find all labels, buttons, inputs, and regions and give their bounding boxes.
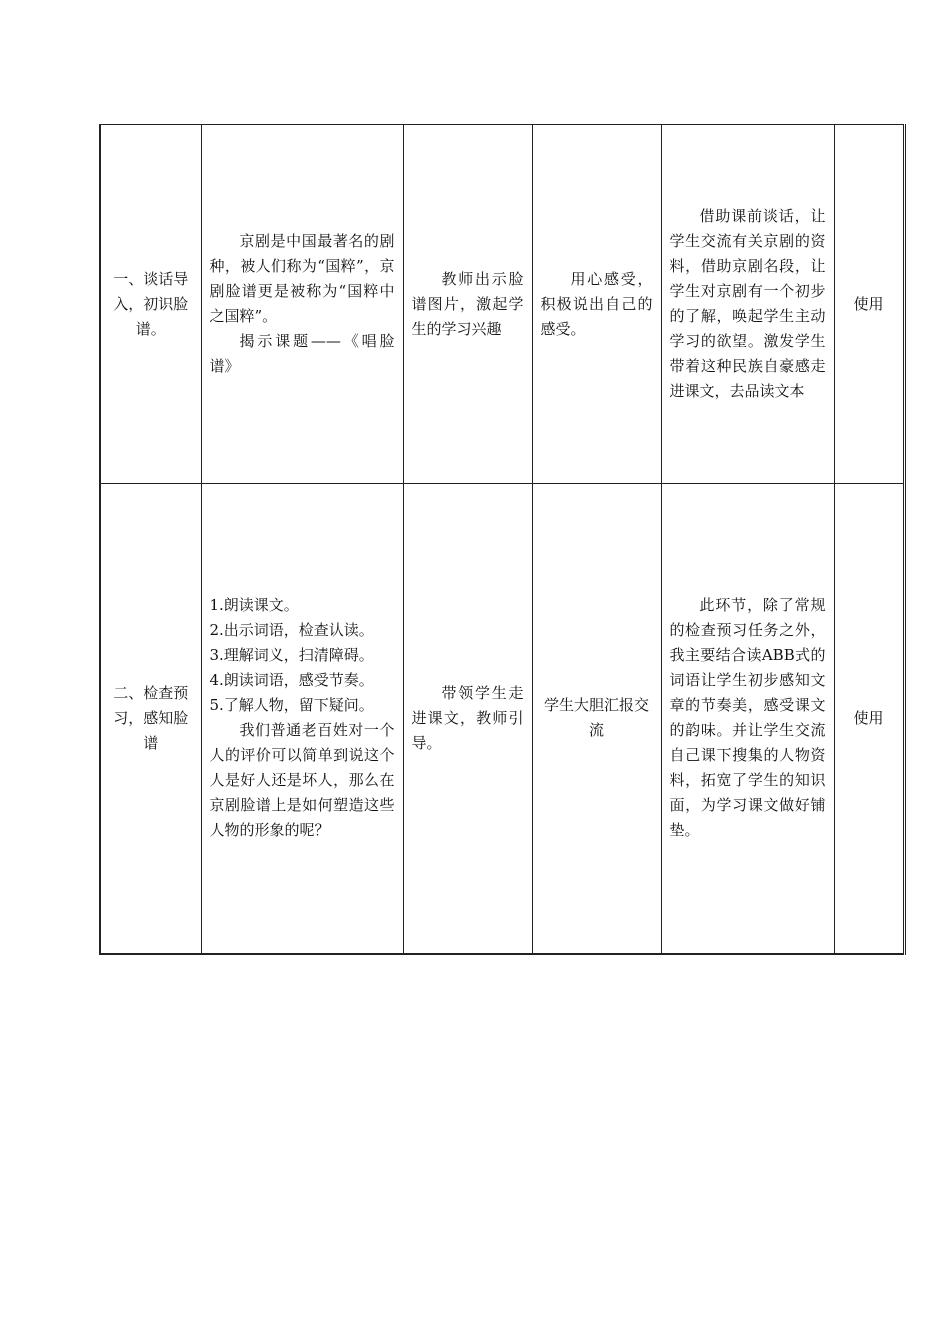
design-intent-text: 此环节，除了常规的检查预习任务之外，我主要结合读ABB式的词语让学生初步感知文章的节奏美，感受课文的韵味。并让学生交流自己课下搜集的人物资料，拓宽了学生的知识面，为学习课文做好铺垫。	[669, 596, 826, 840]
table-row	[100, 125, 904, 484]
content-cell	[201, 125, 403, 484]
usage-text: 使用	[853, 708, 884, 727]
stage-cell	[100, 125, 201, 484]
teacher-activity-text: 教师出示脸谱图片，激起学生的学习兴趣	[411, 269, 524, 338]
usage-text: 使用	[853, 294, 884, 313]
list-item: 1.朗读课文。	[209, 596, 299, 615]
lesson-plan-table	[99, 124, 906, 955]
design-intent-cell	[661, 484, 834, 954]
teacher-activity-cell	[403, 125, 532, 484]
student-activity-text: 学生大胆汇报交流	[543, 696, 649, 740]
content-paragraph: 我们普通老百姓对一个人的评价可以简单到说这个人是好人还是坏人，那么在京剧脸谱上是如何塑造这些人物的形象的呢？	[209, 721, 395, 840]
list-item: 2.出示词语，检查认读。	[209, 621, 374, 640]
list-item: 4.朗读词语，感受节奏。	[209, 671, 374, 690]
stage-cell	[100, 484, 201, 954]
design-intent-cell	[661, 125, 834, 484]
table-row	[100, 484, 904, 954]
list-item: 5.了解人物，留下疑问。	[209, 696, 374, 715]
stage-text: 一、谈话导入，初识脸谱。	[113, 269, 189, 338]
student-activity-cell	[532, 125, 661, 484]
teacher-activity-text: 带领学生走进课文，教师引导。	[411, 683, 524, 752]
content-cell	[201, 484, 403, 954]
usage-cell	[834, 125, 904, 484]
student-activity-text: 用心感受，积极说出自己的感受。	[540, 269, 653, 338]
design-intent-text: 借助课前谈话，让学生交流有关京剧的资料，借助京剧名段，让学生对京剧有一个初步的了解，唤起学生主动学习的欲望。激发学生带着这种民族自豪感走进课文，去品读文本	[669, 207, 826, 400]
stage-text: 二、检查预习，感知脸谱	[113, 683, 189, 752]
teacher-activity-cell	[403, 484, 532, 954]
usage-cell	[834, 484, 904, 954]
content-paragraph: 京剧是中国最著名的剧种，被人们称为“国粹”，京剧脸谱更是被称为“国粹中之国粹”。	[209, 232, 395, 325]
content-paragraph: 揭示课题——《唱脸谱》	[209, 332, 395, 375]
student-activity-cell	[532, 484, 661, 954]
list-item: 3.理解词义，扫清障碍。	[209, 646, 374, 665]
